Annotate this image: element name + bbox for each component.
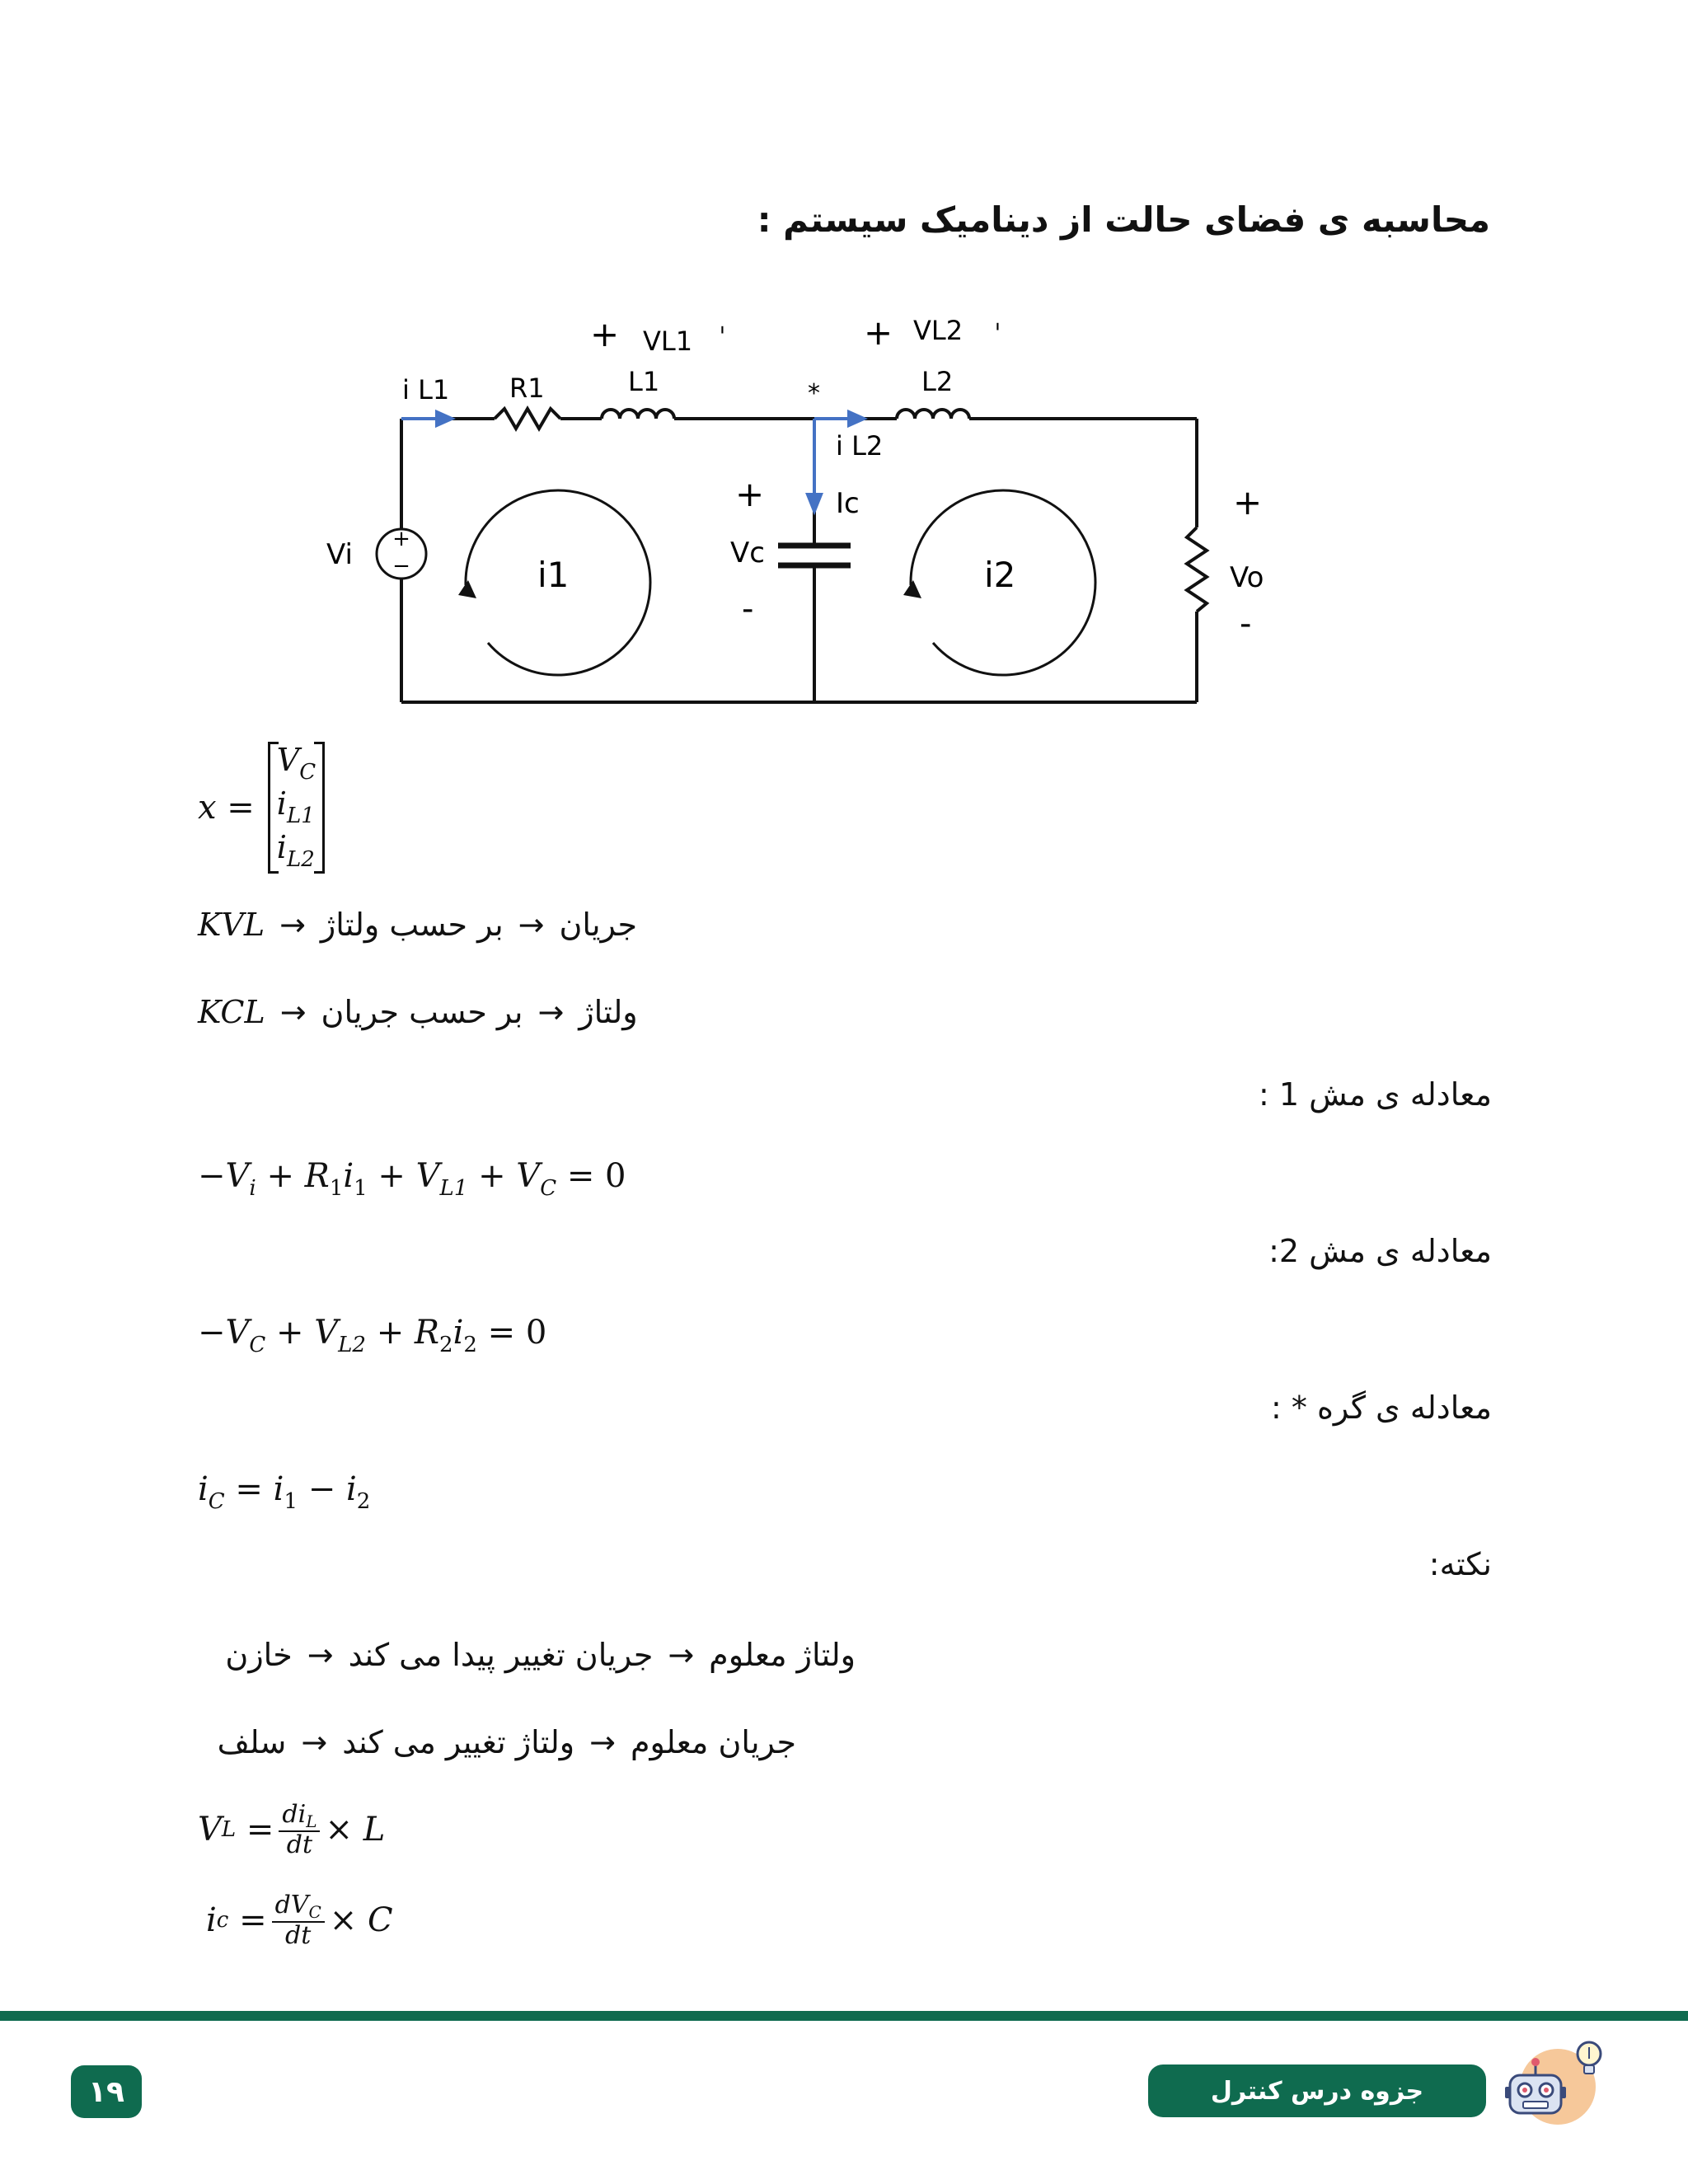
note-line-2 — [218, 1724, 796, 1760]
capacitor — [778, 546, 851, 565]
mesh2-arrowhead — [903, 580, 921, 598]
section-heading: محاسبه ی فضای حالت از دینامیک سیستم : — [757, 199, 1490, 240]
note2-arrow-2: → — [301, 1724, 328, 1760]
label-l1: L1 — [628, 366, 660, 397]
inductor-formula: V L = $\frac{di_L}{dt}$ × L — [198, 1800, 386, 1859]
label-vo-minus: - — [1240, 605, 1252, 643]
label-i1: i1 — [537, 555, 570, 595]
source-minus: − — [392, 554, 410, 579]
mesh1-label: معادله ی مش 1 : — [1259, 1076, 1492, 1113]
note1-current-changes: جریان تغییر پیدا می کند — [348, 1637, 654, 1673]
label-vc-plus: + — [735, 474, 765, 514]
state-vector-lhs: x = — [198, 788, 255, 827]
note1-capacitor: خازن — [225, 1637, 293, 1673]
note2-inductor: سلف — [217, 1724, 287, 1760]
footer-divider — [0, 2011, 1688, 2021]
label-vc-minus: - — [742, 590, 754, 628]
label-ic: Ic — [836, 487, 860, 520]
label-il1: i L1 — [402, 374, 450, 405]
kvl-symbol: KVL — [198, 907, 265, 943]
mesh1-equation: $-V_i + R_1i_1 + V_{L1} + V_C = 0$ — [198, 1157, 626, 1201]
kvl-text-1: بر حسب ولتاژ — [320, 907, 504, 943]
note2-current-known: جریان معلوم — [630, 1724, 796, 1760]
label-vl2: VL2 — [913, 315, 964, 346]
label-vl1-plus: + — [590, 314, 620, 354]
robot-mascot-icon — [1492, 2036, 1615, 2135]
il1-arrowhead — [437, 412, 452, 425]
circuit-wires — [401, 409, 1207, 702]
circuit-diagram — [0, 0, 1688, 742]
label-vc: Vc — [730, 537, 765, 569]
label-vo: Vo — [1230, 561, 1264, 594]
note2-voltage-changes: ولتاژ تغییر می کند — [342, 1724, 575, 1760]
note2-arrow-1: → — [589, 1724, 616, 1760]
kvl-line — [198, 907, 637, 943]
label-vl1: VL1 — [643, 326, 693, 357]
note1-arrow-1: → — [668, 1637, 695, 1673]
label-il2: i L2 — [836, 430, 884, 462]
label-vo-plus: + — [1233, 482, 1263, 523]
label-vl2-plus: + — [864, 312, 893, 353]
ic-arrowhead — [808, 494, 821, 511]
kcl-arrow-1: → — [279, 994, 307, 1030]
document-title-badge: جزوه درس کنترل — [1148, 2064, 1486, 2117]
kvl-arrow-2: → — [518, 907, 545, 943]
source-plus: + — [392, 527, 410, 551]
mesh2-label: معادله ی مش 2: — [1268, 1233, 1492, 1269]
capacitor-formula: i c = $\frac{dV_C}{dt}$ × C — [206, 1891, 393, 1950]
note-label: نکته: — [1428, 1546, 1492, 1582]
matrix-entry-1: $V_C$ — [276, 742, 316, 785]
kvl-text-2: جریان — [559, 907, 638, 943]
node-label: معادله ی گره * : — [1271, 1390, 1492, 1426]
il2-arrowhead — [849, 412, 864, 425]
kcl-text-2: ولتاژ — [579, 994, 638, 1030]
label-vl1-minus: ˈ — [719, 321, 726, 353]
kcl-text-1: بر حسب جریان — [321, 994, 523, 1030]
mesh1-arrowhead — [458, 580, 476, 598]
kcl-symbol: KCL — [198, 994, 265, 1030]
state-vector-matrix — [268, 742, 325, 874]
label-node: * — [808, 379, 820, 408]
label-i2: i2 — [984, 555, 1016, 595]
kvl-arrow-1: → — [279, 907, 306, 943]
note-line-1 — [225, 1637, 856, 1673]
label-r1: R1 — [509, 373, 545, 404]
node-equation: $i_C = i_1 - i_2$ — [198, 1470, 371, 1514]
label-vl2-minus: ˈ — [994, 318, 1001, 349]
mesh2-equation: $-V_C + V_{L2} + R_2i_2 = 0$ — [198, 1314, 547, 1357]
kcl-arrow-2: → — [537, 994, 565, 1030]
label-vi: Vi — [326, 538, 353, 571]
state-vector — [198, 742, 325, 874]
page-number: ۱۹ — [71, 2065, 142, 2118]
label-l2: L2 — [921, 366, 954, 397]
note1-voltage-known: ولتاژ معلوم — [709, 1637, 856, 1673]
matrix-entry-2: $i_{L1}$ — [276, 785, 315, 829]
kcl-line — [198, 994, 638, 1030]
matrix-entry-3: $i_{L2}$ — [276, 829, 315, 873]
note1-arrow-2: → — [307, 1637, 334, 1673]
